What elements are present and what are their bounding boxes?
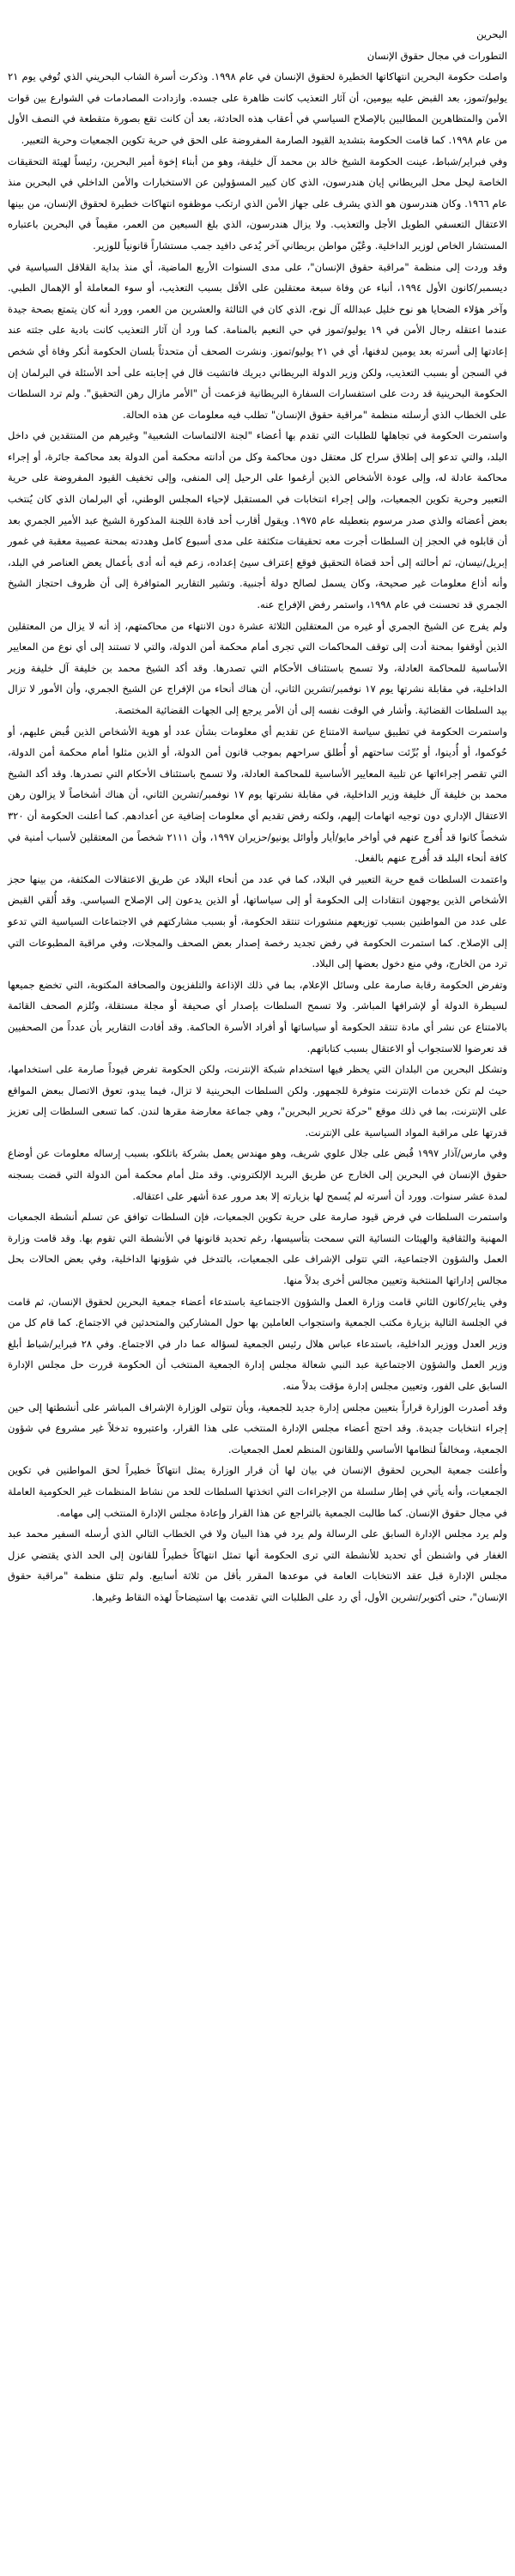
body-paragraph: وفي يناير/كانون الثاني قامت وزارة العمل والشؤون الاجتماعية باستدعاء أعضاء جمعية البحرين لحقوق الإنسان، ثم قامت في الجلسة التالية بزيارة مكتب الجمعية واستجواب العاملين بها حول المشاركين والمتحدثين في الاجتماع. كما قام كل من وزير العدل ووزير الداخلية، باستدعاء عباس هلال رئيس الجمعية لسؤاله عما دار في الاجتماع. وفي ٢٨ فبراير/شباط أبلغ وزير العمل والشؤون الاجتماعية عبد النبي شعالة مجلس إدارة الجمعية المنتخب أن الحكومة قررت حل مجلس الإدارة السابق على الفور، وتعيين مجلس إدارة مؤقت بدلاً منه. <box>8 1295 507 1392</box>
page-title: البحرين <box>476 28 507 40</box>
page-subtitle: التطورات في مجال حقوق الإنسان <box>367 49 507 62</box>
body-paragraph: واعتمدت السلطات قمع حرية التعبير في البلاد، كما في عدد من أنحاء البلاد عن طريق الاعتقالات المكثفة، من بينها حجز الأشخاص الذين يوجهون انتقادات إلى الحكومة أو إلى سياساتها، أو الذين يدعون إلى الإصلاح السياسي. وقد أُلقي القبض على عدد من المواطنين بسبب توزيعهم منشورات تنتقد الحكومة، أو بسبب مشاركتهم في الاجتماعات السياسية التي تدعو إلى الإصلاح. كما استمرت الحكومة في رفض تجديد رخصة إصدار بعض الصحف والمجلات، وفي مراقبة المطبوعات التي ترد من الخارج، وفي منع دخول بعضها إلى البلاد. <box>8 872 507 970</box>
body-paragraph: ولم يفرج عن الشيخ الجمري أو غيره من المعتقلين الثلاثة عشرة دون الانتهاء من محاكمتهم، إذ أنه لا يزال من المعتقلين الذين أوقفوا بمحنة أدت إلى توقف المحاكمات التي تجرى أمام محكمة أمن الدولة، والتي لا تستند إلى أي نوع من المعايير الأساسية للمحاكمة العادلة، ولا تسمح باستئناف الأحكام التي تصدرها. وقد أكد الشيخ محمد بن خليفة آل خليفة وزير الداخلية، في مقابلة نشرتها يوم ١٧ نوفمبر/تشرين الثاني، أن هناك أنحاء من الإفراج عن الشيخ الجمري، وأن الأمور لا تزال بيد السلطات القضائية. وأشار في الوقت نفسه إلى أن الأمر يرجع إلى الجهات القضائية المختصة. <box>8 619 507 716</box>
body-paragraph: ولم يرد مجلس الإدارة السابق على الرسالة ولم يرد في هذا البيان ولا في الخطاب التالي الذي أرسله السفير محمد عبد الغفار في واشنطن أي تحديد للأنشطة التي ترى الحكومة أنها تمثل انتهاكاً خطيراً للقانون إلى الحد الذي يقتضي عزل مجلس الإدارة قبل عقد الانتخابات العامة في موعدها المقرر بأقل من ثلاثة أسابيع. ولم تتلق منظمة "مراقبة حقوق الإنسان"، حتى أكتوبر/تشرين الأول، أي رد على الطلبات التي تقدمت بها استيضاحاً لهذه النقاط وغيرها. <box>8 1528 507 1603</box>
body-paragraph: واستمرت الحكومة في تطبيق سياسة الامتناع عن تقديم أي معلومات بشأن عدد أو هوية الأشخاص الذين قُبض عليهم، أو حُوكموا، أو أُدينوا، أو بُرِّئت ساحتهم أو أُطلق سراحهم بموجب قانون أمن الدولة، أو الذين مثلوا أمام محكمة أمن الدولة، التي تقصر إجراءاتها عن تلبية المعايير الأساسية للمحاكمة العادلة، ولا تسمح باستئناف الأحكام التي تصدرها. وقد أكد الشيخ محمد بن خليفة آل خليفة وزير الداخلية، في مقابلة نشرتها يوم ١٧ نوفمبر/تشرين الثاني، أن هناك أشخاصاً لا يزالون رهن الاعتقال الإداري دون توجيه اتهامات إليهم، ولكنه رفض تقديم أي معلومات إضافية عن أعدادهم. كما أعلنت الحكومة أن ٣٢٠ شخصاً كانوا قد أُفرج عنهم في أواخر مايو/أيار وأوائل يونيو/حزيران ١٩٩٧، وأن ٢١١١ شخصاً من المعتقلين لأسباب أمنية في كافة أنحاء البلد قد أُفرج عنهم بالفعل. <box>8 725 508 865</box>
body-paragraph: وفي فبراير/شباط، عينت الحكومة الشيخ خالد بن محمد آل خليفة، وهو من أبناء إخوة أمير البحرين، رئيساً لهيئة التحقيقات الخاصة ليحل محل البريطاني إيان هندرسون، الذي كان كبير المسؤولين عن الاستخبارات والأمن الداخلي في البحرين منذ عام ١٩٦٦. وكان هندرسون هو الذي يشرف على جهاز الأمن الذي ارتكب موظفوه انتهاكات خطيرة لحقوق الإنسان، من بينها الاعتقال التعسفي الطويل الأجل والتعذيب. ولا يزال هندرسون، الذي بلغ السبعين من العمر، مقيماً في البحرين باعتباره المستشار الخاص لوزير الداخلية. وعُيّن مواطن بريطاني آخر يُدعى دافيد جمب مستشاراً قانونياً للوزير. <box>8 155 508 252</box>
document-body <box>8 66 507 1607</box>
body-paragraph: وقد أصدرت الوزارة قراراً بتعيين مجلس إدارة جديد للجمعية، وبأن تتولى الوزارة الإشراف المباشر على أنشطتها إلى حين إجراء انتخابات جديدة. وقد احتج أعضاء مجلس الإدارة المنتخب على هذا القرار، واعتبروه تدخلاً غير مشروع في شؤون الجمعية، ومخالفاً لنظامها الأساسي وللقانون المنظم لعمل الجمعيات. <box>8 1400 507 1455</box>
body-paragraph: وتفرض الحكومة رقابة صارمة على وسائل الإعلام، بما في ذلك الإذاعة والتلفزيون والصحافة المكتوبة، التي تخضع جميعها لسيطرة الدولة أو لإشرافها المباشر. ولا تسمح السلطات بإصدار أي صحيفة أو مجلة مستقلة، وتُلزم الصحف القائمة بالامتناع عن نشر أي مادة تنتقد الحكومة أو سياساتها أو أفراد الأسرة الحاكمة. وقد أفادت التقارير بأن عدداً من الصحفيين قد تعرضوا للاستجواب أو الاعتقال بسبب كتاباتهم. <box>8 978 507 1054</box>
body-paragraph: وفي مارس/آذار ١٩٩٧ قُبض على جلال علوي شريف، وهو مهندس يعمل بشركة باتلكو، بسبب إرساله معلومات عن أوضاع حقوق الإنسان في البحرين إلى الخارج عن طريق البريد الإلكتروني. وقد مثل أمام محكمة أمن الدولة التي قضت بسجنه لمدة عشر سنوات. وورد أن أسرته لم يُسمح لها بزيارته إلا بعد مرور عدة أشهر على اعتقاله. <box>8 1147 507 1202</box>
body-paragraph: وأعلنت جمعية البحرين لحقوق الإنسان في بيان لها أن قرار الوزارة يمثل انتهاكاً خطيراً لحق المواطنين في تكوين الجمعيات، وأنه يأتي في إطار سلسلة من الإجراءات التي اتخذتها السلطات للحد من نشاط المنظمات غير الحكومية العاملة في مجال حقوق الإنسان. كما طالبت الجمعية بالتراجع عن هذا القرار وإعادة مجلس الإدارة المنتخب إلى مهامه. <box>8 1464 507 1519</box>
body-paragraph: وتشكل البحرين من البلدان التي يحظر فيها استخدام شبكة الإنترنت، ولكن الحكومة تفرض قيوداً صارمة على استخدامها، حيث لم تكن خدمات الإنترنت متوفرة للجمهور. ولكن السلطات البحرينية لا تزال، فيما يبدو، تعوق الاتصال ببعض المواقع على الإنترنت، بما في ذلك موقع "حركة تحرير البحرين"، وهي جماعة معارضة مقرها لندن. كما تسعى السلطات إلى تعزيز قدرتها على مراقبة المواد السياسية على الإنترنت. <box>8 1063 507 1139</box>
body-paragraph: واستمرت الحكومة في تجاهلها للطلبات التي تقدم بها أعضاء "لجنة الالتماسات الشعبية" وغيرهم من المنتقدين في داخل البلد، والتي تدعو إلى إطلاق سراح كل معتقل دون محاكمة وكل من أدانته محكمة أمن الدولة بعد محاكمة جائرة، أو إجراء محاكمة عادلة له، وإلى عودة الأشخاص الذين أرغموا على الرحيل إلى المنفى، وإلى تخفيف القيود المفروضة على حرية التعبير وحرية تكوين الجمعيات، وإلى إجراء انتخابات في المستقبل لإحياء المجلس الوطني، أي البرلمان الذي كان يُنتخب بعض أعضائه والذي صدر مرسوم بتعطيله عام ١٩٧٥. ويقول أقارب أحد قادة اللجنة المذكورة الشيخ عبد الأمير الجمري بعد أن قابلوه في الحجز إن السلطات أجرت معه تحقيقات متكثفة على مدى أسبوع كامل وهددته بمحنة عصيبة معقبة في غمور إبريل/نيسان، ثم أحالته إلى أحد قضاة التحقيق فوقع إعتراف سيئ إعداده، زعم فيه أنه أدى بأعمال يعض العناصر في البلد، وأنه أذاع معلومات غير صحيحة، وكان يسمل لصالح دولة أجنبية. وتشير التقارير المتوافرة إلى أن ظروف احتجاز الشيخ الجمري قد تحسنت في عام ١٩٩٨، واستمر رفض الإفراج عنه. <box>8 429 508 611</box>
body-paragraph: واستمرت السلطات في فرض قيود صارمة على حرية تكوين الجمعيات، فإن السلطات توافق عن تسلم أنشطة الجمعيات المهنية والثقافية والهيئات النسائية التي سمحت بتأسيسها، رغم تحديد قانونها في الأنشطة التي تقوم بها. وقد قامت وزارة العمل والشؤون الاجتماعية، التي تتولى الإشراف على الجمعيات، بالتدخل في شؤونها الداخلية، وفي بعض الحالات بحل مجالس إداراتها المنتخبة وتعيين مجالس أخرى بدلاً منها. <box>8 1211 507 1287</box>
body-paragraph: واصلت حكومة البحرين انتهاكاتها الخطيرة لحقوق الإنسان في عام ١٩٩٨. وذكرت أسرة الشاب البحريني الذي تُوفي يوم ٢١ يوليو/تموز، بعد القبض عليه بيومين، أن آثار التعذيب كانت ظاهرة على جسده. وازدادت المصادمات في الشوارع بين قوات الأمن والمتظاهرين المطالبين بالإصلاح السياسي في أعقاب هذه الحادثة، بعد أن كانت تقع بصورة متقطعة في النصف الأول من عام ١٩٩٨. كما قامت الحكومة بتشديد القيود الصارمة المفروضة على الحق في حرية تكوين الجمعيات وحرية التعبير. <box>8 70 508 146</box>
body-paragraph: وقد وردت إلى منظمة "مراقبة حقوق الإنسان"، على مدى السنوات الأربع الماضية، أي منذ بداية القلاقل السياسية في ديسمبر/كانون الأول ١٩٩٤، أنباء عن وفاة سبعة معتقلين على الأقل بسبب التعذيب، أو سوء المعاملة أو الإهمال الطبي. وآخر هؤلاء الضحايا هو نوح خليل عبدالله آل نوح، الذي كان في الثالثة والعشرين من العمر، وورد أنه كان يتمتع بصحة جيدة عندما اعتقله رجال الأمن في ١٩ يوليو/تموز في حي النعيم بالمنامة. كما ورد أن آثار التعذيب كانت بادية على جثته عند إعادتها إلى أسرته بعد يومين لدفنها، أي في ٢١ يوليو/تموز. ونشرت الصحف أن متحدثاً بلسان الحكومة أنكر وفاة أي شخص في السجن أو بسبب التعذيب، ولكن وزير الدولة البريطاني ديريك فاتشيت قال في إجابته على أحد الأسئلة في البرلمان إن الحكومة البحرينية قد ردت على استفسارات السفارة البريطانية فزعمت أن "الأمر مازال رهن التحقيق". ولم ترد السلطات على الخطاب الذي أرسلته منظمة "مراقبة حقوق الإنسان" تطلب فيه معلومات عن هذه الحالة. <box>8 260 507 421</box>
